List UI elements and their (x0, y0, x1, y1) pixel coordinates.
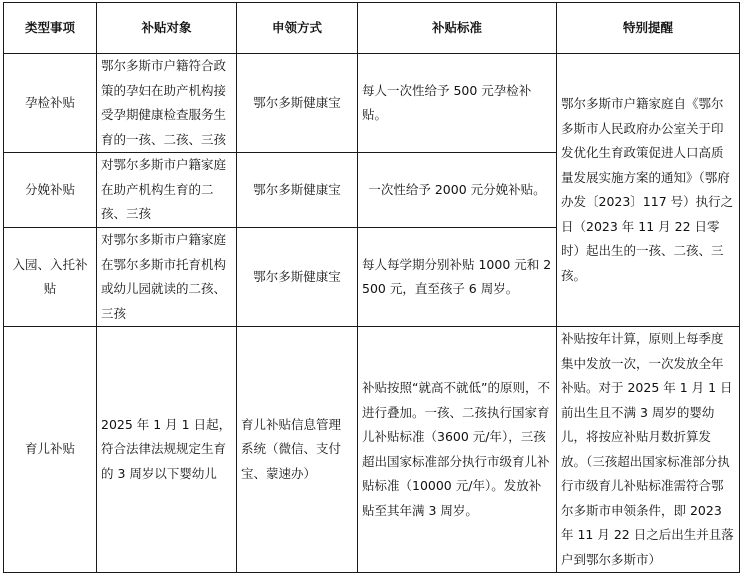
cell-standard: 一次性给予 2000 元分娩补贴。 (358, 153, 557, 228)
header-type: 类型事项 (4, 3, 97, 54)
cell-target: 鄂尔多斯市户籍符合政策的孕妇在助产机构接受孕期健康检查服务生育的一孩、二孩、三孩 (97, 54, 237, 153)
cell-target: 对鄂尔多斯市户籍家庭在助产机构生育的二孩、三孩 (97, 153, 237, 228)
table-row (4, 327, 740, 573)
cell-standard: 每人一次性给予 500 元孕检补贴。 (358, 54, 557, 153)
subsidy-policy-table (3, 2, 740, 573)
cell-target: 2025 年 1 月 1 日起，符合法律法规规定生育的 3 周岁以下婴幼儿 (97, 327, 237, 573)
cell-method: 育儿补贴信息管理系统（微信、支付宝、蒙速办） (237, 327, 358, 573)
header-standard: 补贴标准 (358, 3, 557, 54)
cell-reminder-merged: 鄂尔多斯市户籍家庭自《鄂尔多斯市人民政府办公室关于印发优化生育政策促进人口高质量发展实施方案的通知》（鄂府办发〔2023〕117 号）执行之日（2023 年 11 月 22 日零时）起出生的一孩、二孩、三孩。 (557, 54, 740, 327)
table-row (4, 54, 740, 153)
cell-standard: 每人每学期分别补贴 1000 元和 2500 元，直至孩子 6 周岁。 (358, 228, 557, 327)
table-header-row (4, 3, 740, 54)
cell-method: 鄂尔多斯健康宝 (237, 54, 358, 153)
cell-standard: 补贴按照“就高不就低”的原则，不进行叠加。一孩、二孩执行国家育儿补贴标准（3600 元/年），三孩超出国家标准部分执行市级育儿补贴标准（10000 元/年）。发放补贴至其年满 3 周岁。 (358, 327, 557, 573)
cell-reminder: 补贴按年计算，原则上每季度集中发放一次，一次发放全年补贴。对于 2025 年 1 月 1 日前出生且不满 3 周岁的婴幼儿，将按应补贴月数折算发放。（三孩超出国家标准部分执行市级育儿补贴标准需符合鄂尔多斯市申领条件，即 2023 年 11 月 22 日之后出生并且落户到鄂尔多斯市） (557, 327, 740, 573)
header-method: 申领方式 (237, 3, 358, 54)
header-target: 补贴对象 (97, 3, 237, 54)
cell-target: 对鄂尔多斯市户籍家庭在鄂尔多斯市托育机构或幼儿园就读的二孩、三孩 (97, 228, 237, 327)
cell-method: 鄂尔多斯健康宝 (237, 153, 358, 228)
cell-type: 育儿补贴 (4, 327, 97, 573)
header-reminder: 特别提醒 (557, 3, 740, 54)
cell-type: 分娩补贴 (4, 153, 97, 228)
cell-type: 孕检补贴 (4, 54, 97, 153)
cell-method: 鄂尔多斯健康宝 (237, 228, 358, 327)
cell-type: 入园、入托补贴 (4, 228, 97, 327)
